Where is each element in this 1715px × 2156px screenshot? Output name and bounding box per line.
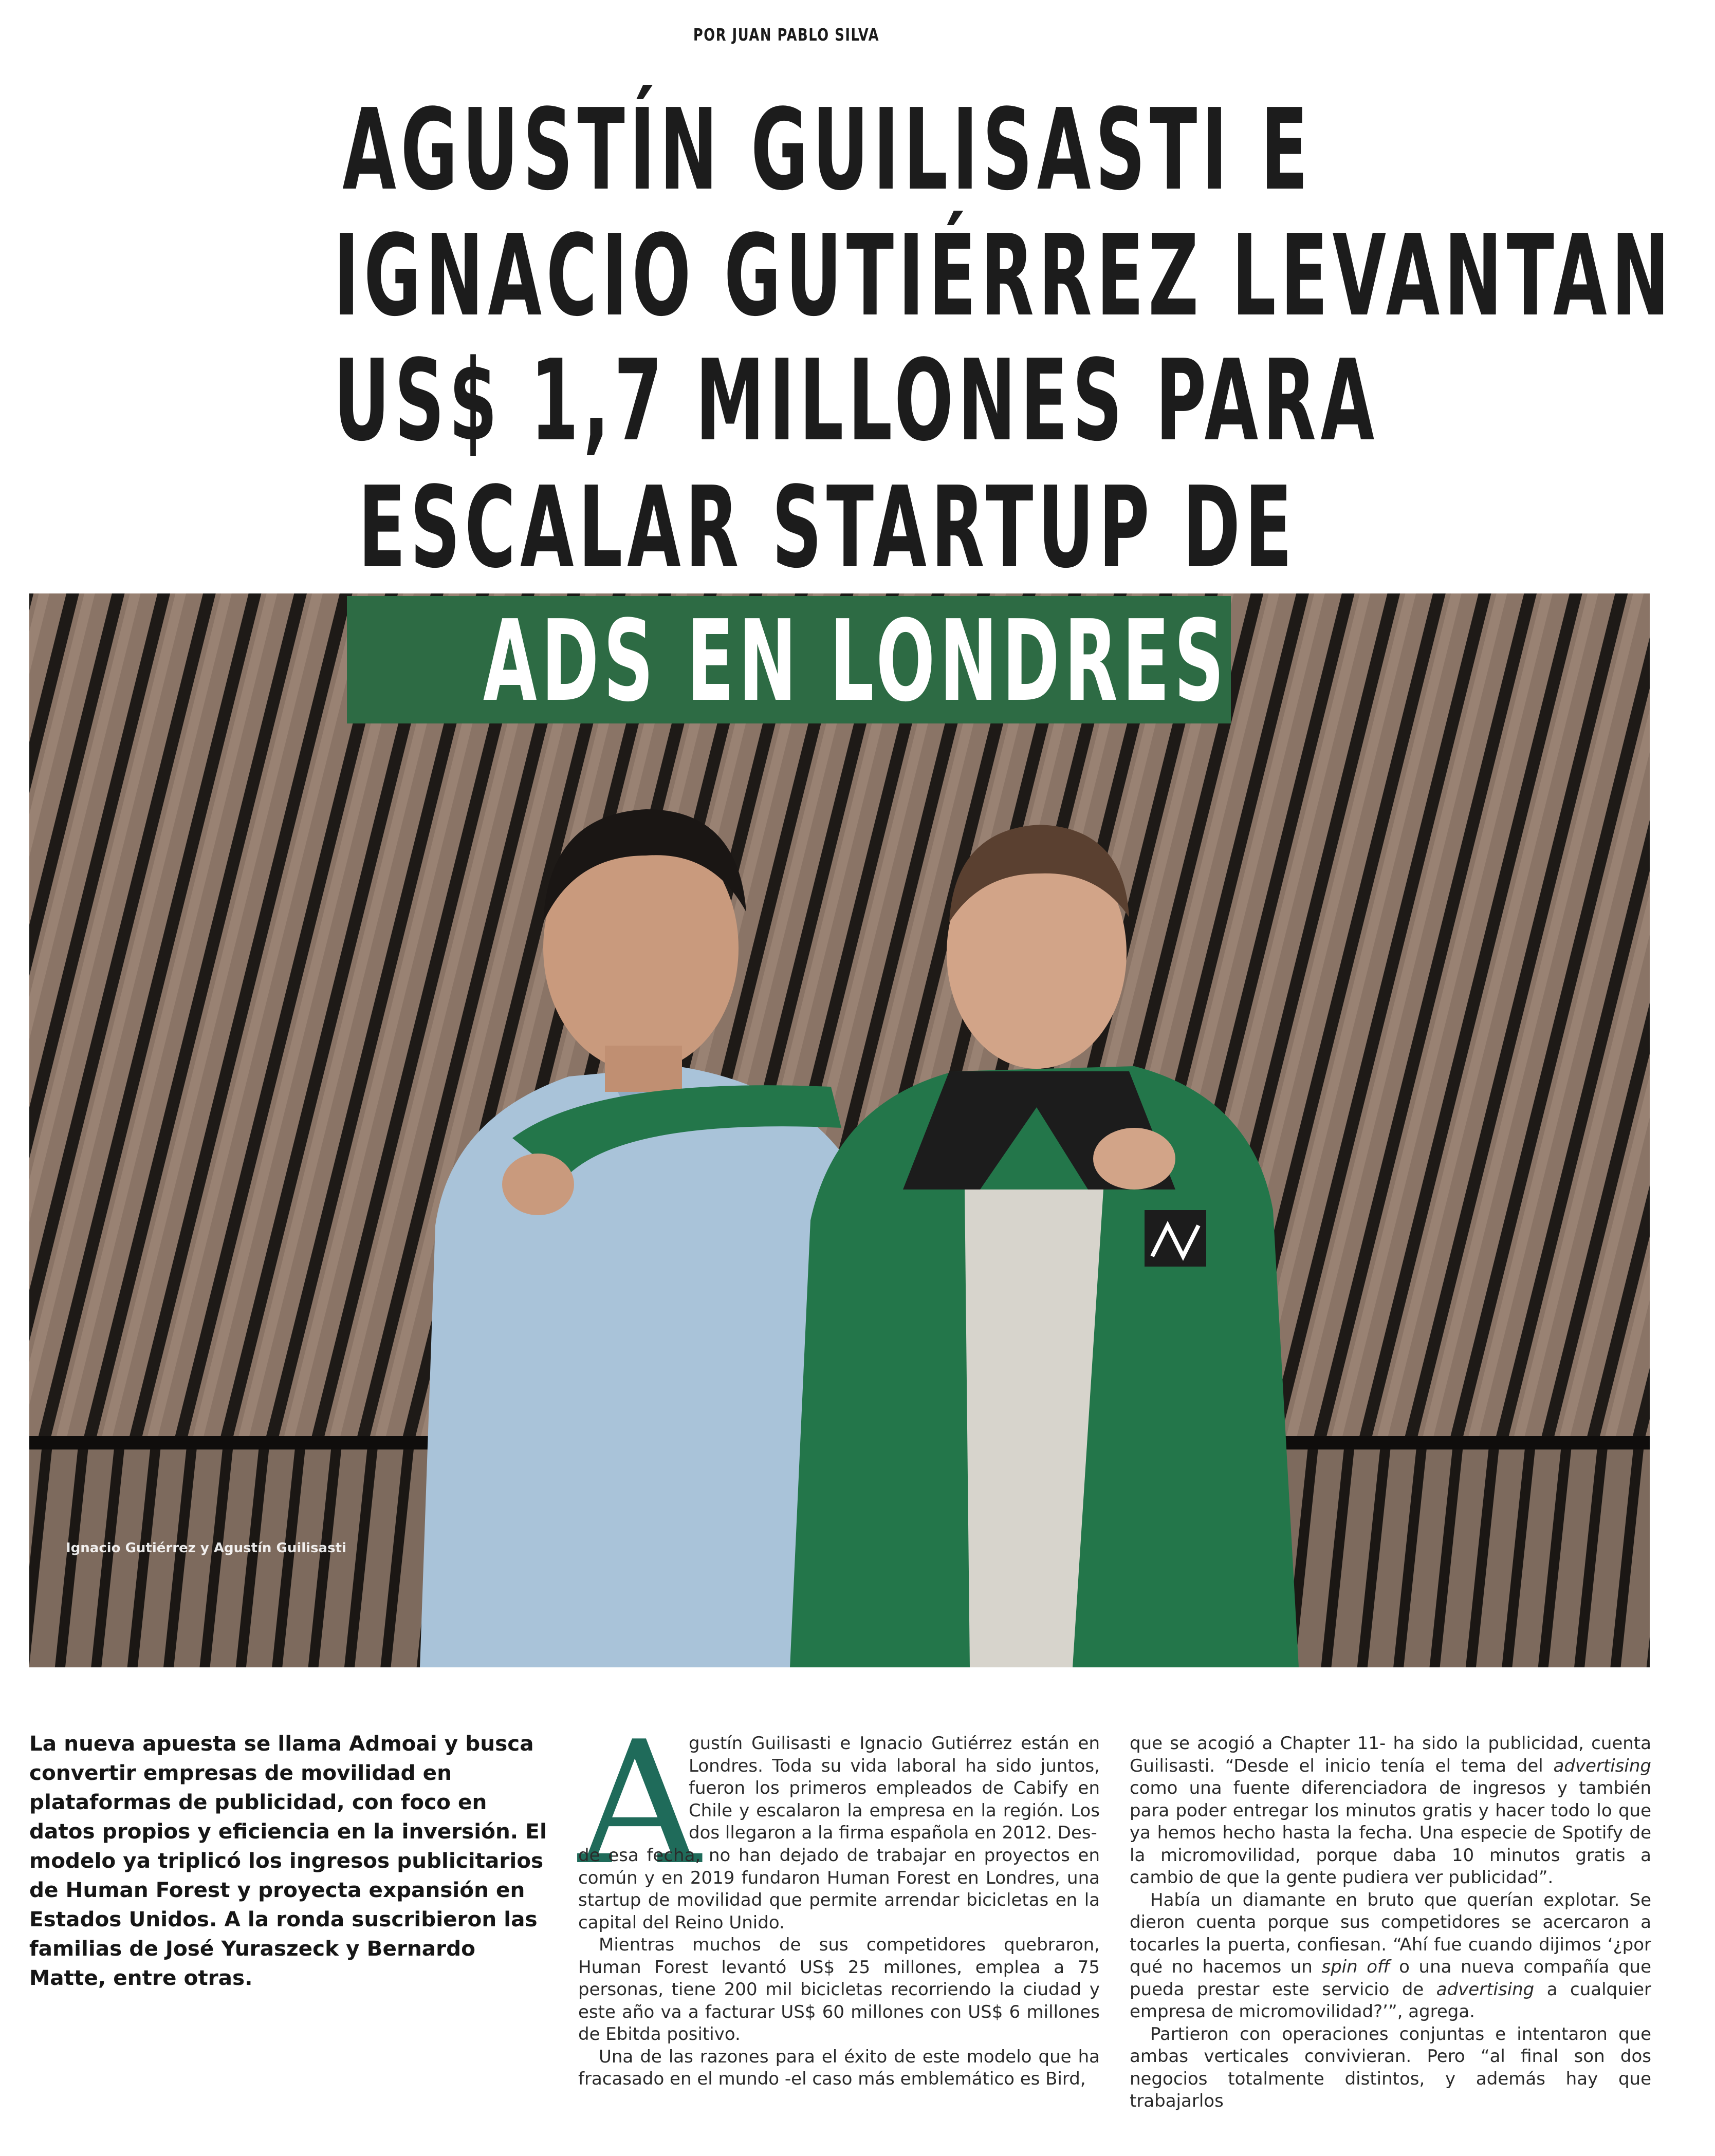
article-photo: [29, 593, 1650, 1667]
body-column-right: [1130, 1733, 1651, 2113]
headline-line-2: IGNACIO GUTIÉRREZ LEVANTAN: [334, 211, 1674, 341]
body-paragraph: Mientras muchos de sus competidores quebraron, Human Forest levantó US$ 25 millones, emplea a 75 personas, tiene 200 mil bicicletas recorriendo la ciudad y este año va a facturar US$ 60 millones con US$ 6 millones de Ebitda positivo.: [578, 1935, 1100, 2045]
photo-illustration: [29, 593, 1650, 1667]
text-run-italic: advertising: [1553, 1755, 1651, 1776]
drop-cap: A: [578, 1705, 701, 1902]
body-paragraph: Una de las razones para el éxito de este modelo que ha fracasado en el mundo -el caso más emblemático es Bird,: [578, 2046, 1100, 2089]
body-paragraph: Partieron con operaciones conjuntas e intentaron que ambas verticales convivieran. Pero “al final son dos negocios totalmente distintos, y además hay que trabajarlos: [1130, 2023, 1651, 2111]
body-paragraph: gustín Guilisasti e Ignacio Gutiérrez están en Londres. Toda su vida laboral ha sido juntos, fueron los primeros empleados de Cabify en Chile y escalaron la empresa en la región. Los dos llegaron a la firma española en 2012. Des-: [689, 1733, 1100, 1843]
body-column-mid: [578, 1845, 1100, 2091]
text-run-italic: advertising: [1436, 1979, 1535, 2000]
photo-caption: Ignacio Gutiérrez y Agustín Guilisasti: [66, 1540, 346, 1556]
body-paragraph: de esa fecha, no han dejado de trabajar en proyectos en común y en 2019 fundaron Human Forest en Londres, una startup de movilidad que permite arrendar bicicletas en la capital del Reino Unido.: [578, 1845, 1100, 1933]
text-run: a cualquier empresa de micromovilidad?’”, agrega.: [1130, 1979, 1651, 2022]
headline-line-4: ESCALAR STARTUP DE: [358, 463, 1297, 593]
text-run: como una fuente diferenciadora de ingresos y también para poder entregar los minutos gratis y hacer todo lo que ya hemos hecho hasta la fecha. Una especie de Spotify de la micromovilidad, porque daba 10 minutos gratis a cambio de que la gente pudiera ver publicidad”.: [1130, 1778, 1651, 1888]
byline: POR JUAN PABLO SILVA: [693, 25, 880, 45]
headline-line-3: US$ 1,7 MILLONES PARA: [334, 336, 1379, 466]
body-paragraph: [1130, 1733, 1651, 1889]
text-run-italic: spin off: [1321, 1957, 1390, 1977]
body-column-mid-top: [689, 1733, 1100, 1845]
text-run: Había un diamante en bruto que querían explotar. Se dieron cuenta porque sus competidores se acercaron a tocarles la puerta, confiesan. “Ahí fue cuando dijimos ‘¿por qué no hacemos un: [1130, 1889, 1651, 1977]
text-run: o una nueva compañía que pueda prestar este servicio de: [1130, 1957, 1652, 2000]
article-lede: La nueva apuesta se llama Admoai y busca convertir empresas de movilidad en plataformas de publicidad, con foco en datos propios y eficiencia en la inversión. El modelo ya triplicó los ingresos publicitarios de Human Forest y proyecta expansión en Estados Unidos. A la ronda suscribieron las familias de José Yuraszeck y Bernardo Matte, entre otras.: [29, 1731, 547, 1990]
headline-line-1: AGUSTÍN GUILISASTI E: [342, 85, 1313, 215]
text-run: que se acogió a Chapter 11- ha sido la publicidad, cuenta Guilisasti. “Desde el inicio tenía el tema del: [1130, 1733, 1651, 1776]
headline-highlight: ADS EN LONDRES: [483, 597, 1229, 727]
body-paragraph: [1130, 1889, 1651, 2023]
